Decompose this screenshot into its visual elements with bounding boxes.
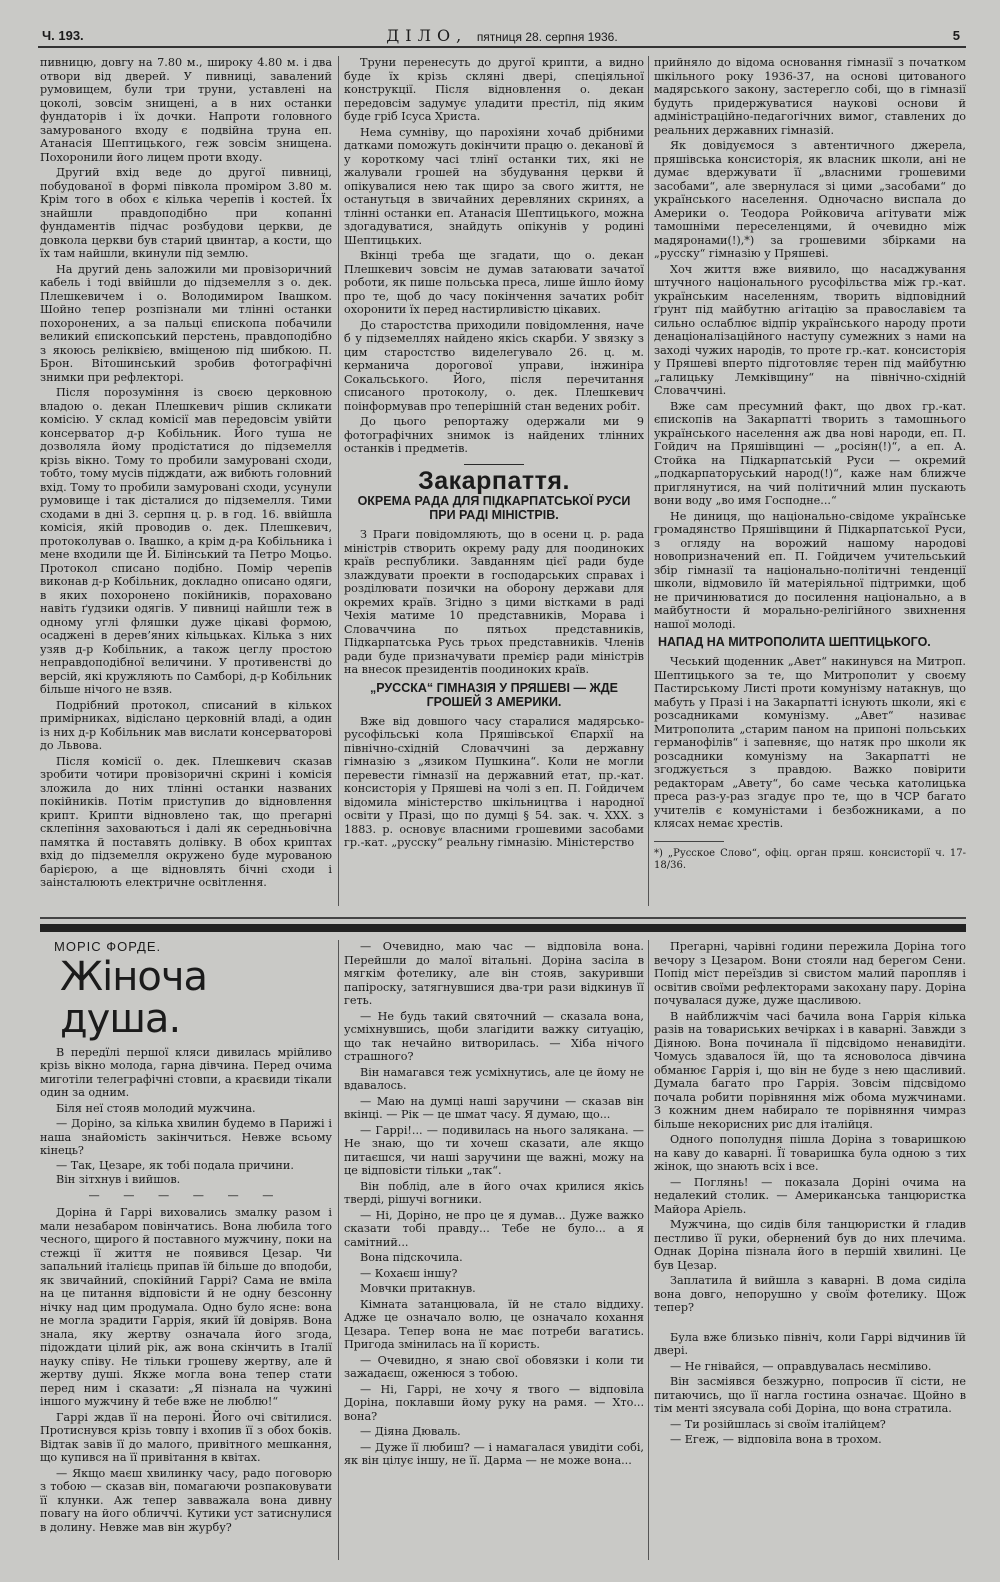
headline-attack-metropolitan: НАПАД НА МИТРОПОЛИТА ШЕПТИЦЬКОГО. (658, 635, 931, 649)
masthead (38, 26, 966, 45)
story-column-1 (40, 940, 332, 1566)
paragraph: прийняло до відома основання гімназії з початком шкільного року 1936-37, на основі цитованого мадярського закону, застерегло собі, що в гімназії будуть придержуватися наукові основи й адміністраційно-педагогічних вимог, ставлених до реальних державних гімназій. (654, 56, 966, 137)
paragraph: Як довідуємося з автентичного джерела, пряшівська консисторія, як власник школи, ані не думає вдержувати її „власними грошевими засобами“, але звернулася зі цими „засобами“ до українського населення. Одночасно виспала до Америки о. Теодора Ройковича агітувати між тамошніми переселенцями, й очевидно між мадяронами(!),*) за грошевими збірками на „русску“ гімназію у Пряшеві. (654, 139, 966, 260)
headline-gymnasium: „РУССКА“ ГІМНАЗІЯ У ПРЯШЕВІ — ЖДЕ ГРОШЕЙ З АМЕРИКИ. (369, 680, 619, 709)
story-column-3 (654, 940, 966, 1566)
paragraph: пивницю, довгу на 7.80 м., широку 4.80 м. і два отвори від дверей. У пивниці, завалений румовищем, були три труни, уставлені на цоколі, зовсім знищені, а в них останки фундаторів і їх дочки. Напроти головного замурованого входу є подвійна труна еп. Атанасія Шептицького, геж зовсім знищена. Похоронили його лицем проти входу. (40, 56, 332, 164)
footnote-rule (654, 841, 724, 842)
paragraph: Він зітхнув і вийшов. (56, 1173, 181, 1186)
paragraph: — Егеж, — відповіла вона в трохом. (670, 1433, 882, 1446)
section-rule-thin (40, 917, 966, 919)
paragraph: — Дуже її любиш? — і намагалася увидіти собі, як він цілує іншу, не її. Дарма — не може вона... (344, 1440, 644, 1467)
paragraph: — Так, Цезаре, як тобі подала причини. (56, 1158, 294, 1172)
paragraph: Гаррі ждав її на пероні. Його очі світилися. Протиснувся крізь товпу і вхопив її з обох боків. Відтак завів її до малого, привітного мешкання, що купився на її привітання в квітах. (40, 1410, 332, 1464)
section-rule-thick (40, 924, 966, 932)
issue-number: Ч. 193. (42, 28, 84, 43)
paragraph: — Очевидно, маю час — відповіла вона. Перейшли до малої вітальні. Доріна засіла в мягкім фотелику, але він стояв, закуривши папіроску, затягнувшися два-три рази відкинув її геть. (344, 940, 644, 1007)
paragraph: Заплатила й вийшла з каварні. В дома сиділа вона довго, непорушно у своїм фотелику. Щож тепер? (654, 1274, 966, 1314)
paragraph: Подрібний протокол, списаний в кількох примірниках, відіслано церковній владі, а один із них д-р Кобільник мав вислати консерваторові до Львова. (40, 698, 332, 752)
article-crypts-column-2 (344, 56, 644, 896)
page-number: 5 (952, 28, 960, 43)
paragraph: Труни перенесуть до другої крипти, а видно буде їх крізь скляні двері, спеціяльної конструкції. Після відновлення о. декан передовсім задумує уладити престіл, під яким буде гріб Ісуса Христа. (344, 56, 644, 123)
paragraph: — Доріно, за кілька хвилин будемо в Парижі і наша знайомість закінчиться. Невже всьому кінець? (40, 1117, 332, 1157)
paragraph: — Ні, Доріно, не про це я думав... Дуже важко сказати тобі правду... Тебе не було... а я самітний... (344, 1208, 644, 1249)
paragraph: — Ні, Гаррі, не хочу я твого — відповіла Доріна, поклавши йому руку на рамя. — Хто... вона? (344, 1382, 644, 1423)
story-author: МОРІС ФОРДЕ. (54, 940, 162, 954)
column-divider (338, 56, 339, 906)
paragraph: Він намагався теж усміхнутись, але це йому не вдавалось. (344, 1065, 644, 1092)
story-title: Жіноча душа. (60, 953, 207, 1042)
story-column-2 (344, 940, 644, 1566)
paragraph: — Ти розійшлась зі своїм італійцем? (670, 1417, 886, 1431)
paragraph: — Кохаєш іншу? (360, 1266, 458, 1280)
paragraph: З Праги повідомляють, що в осени ц. р. рада міністрів створить окрему раду для поодиноких країв республики. Завданням цієї ради буде злаждувати проекти в господарських справах і розділювати позички на оборону держави для окремих країв. Згідно з цими вістками в раді Чехія матиме 10 представників, Морава і Словаччина по пятьох представників, Підкарпатська Русь трьох представників. Членів ради буде призначувати премієр ради міністрів на внесок президентів поодиноких країв. (344, 528, 644, 676)
paragraph: — Поглянь! — показала Доріні очима на недалекий столик. — Американська танцюристка Майора Аріель. (654, 1175, 966, 1216)
paragraph: Біля неї стояв молодий мужчина. (56, 1101, 256, 1115)
article-gymnasium-column-3 (654, 56, 966, 896)
paragraph: В передїлі першої кляси дивилась мрійливо крізь вікно молода, гарна дівчина. Перед очима миготіли телеграфічні стовпи, а краєвиди тікали один за одним. (40, 1045, 332, 1099)
section-separator (464, 464, 524, 465)
paragraph: Після комісії о. дек. Плешкевич сказав зробити чотири провізоричні скрині і комісія зложила до них тлінні останки названих покійників. Потім приступив до відновлення крипт. Крипти відновлено так, що прегарні склепіння заховаються і далі як середньовічна памятка й поставять долівку. В обох криптах вхід до підземелля окружено буде мурованою барієрою, а ще відновлять бічні сходи і заінсталюють електричне освітлення. (40, 754, 332, 889)
page-header (38, 26, 966, 48)
paragraph: Кімната затанцювала, їй не стало віддиху. Адже це означало волю, це означало кохання Цезара. Тепер вона не має потреби вагатись. Пригода змінилась на її користь. (344, 1297, 644, 1351)
paragraph: — Не гнівайся, — оправдувалась несміливо. (670, 1359, 932, 1373)
paragraph: — Якщо маєш хвилинку часу, радо поговорю з тобою — сказав він, помагаючи розпаковувати її клунки. Аж тепер завважала вона дивну повагу на його обличчі. Кутики уст затиснулися в долину. Невже мав він журбу? (40, 1466, 332, 1534)
paragraph: В найближчім часі бачила вона Гаррія кілька разів на товариських вечірках і в каварні. Завжди з Діяною. Вона починала її підсвідомо ненавидіти. Чомусь здавалося їй, що та ясноволоса дівчина обманює Гаррія і, що він не буде з нею щасливий. Думала багато про Гаррія. Зовсім підсвідомо почала робити порівняння між обома мужчинами. З кожним днем набирало те порівняння чимраз більше некорисних рис для італійця. (654, 1009, 966, 1131)
column-divider (338, 940, 339, 1560)
paragraph: — Маю на думці наші заручини — сказав він вкінці. — Рік — це шмат часу. Я думаю, що... (344, 1094, 644, 1121)
paragraph: — Гаррі!... — подивилась на нього заляканa. — Не знаю, що ти хочеш сказати, але якщо питаєшся, чи наші заручини ще важні, можу на це відповісти тільки „так“. (344, 1123, 644, 1177)
paragraph: Другий вхід веде до другої пивниці, побудованої в формі півкола проміром 3.80 м. Крім того в обох є кілька черепів і костей. Їх знайшли правдоподібно при копанні фундаментів підчас розбудови церкви, де довкола церкви був старий цвинтар, а кости, що їх там найшли, вкинули під землю. (40, 166, 332, 260)
paragraph: Доріна й Гаррі виховались змалку разом і мали незабаром повінчатись. Вона любила того чесного, щирого й поставного мужчину, поки на стежці її життя не появився Цезар. Чи запальний італієць припав їй більше до вподоби, як звичайний, спокійний Гаррі? Сама не вміла на це питання відповісти й не одну безсонну нічку над цим продумала. Одно було ясне: вона не могла зрадити Гаррія, який їй довіряв. Вона знала, яку жертву означала його згода, підождати цілий рік, аж вона скінчить в Італії науку співу. Не тільки грошеву жертву, але й жертву душі. Якже могла вона тепер стати перед ним і сказати: „Я пізнала на чужині іншого мужчину й тебе вже не люблю!“ (40, 1206, 332, 1408)
newspaper-name: ДІЛО, (386, 26, 468, 45)
paragraph: Вже сам пресумний факт, що двох гр.-кат. єпископів на Закарпатті творить з тамошнього українського населення аж два нові народи, еп. П. Гойдич на Пряшівщині — „росіян(!)“, а еп. А. Стойка на Підкарпатській Руси — окремий „подкарпаторуський народ(!)“, каже нам ближче приглянутися, на чий політичний млин пускають вони воду „во имя Господне...“ (654, 399, 966, 507)
paragraph: Хоч життя вже виявило, що насаджування штучного національного русофільства між гр.-кат. українським населенням, творить відповідний ґрунт під майбутню агітацію за православієм та сильно ослаблює відпір українського народу проти денаціоналізаційного наступу сумежних з нами на заході чужих народів, то проте гр.-кат. консисторія у Пряшеві вперто підготовляє терен під майбутню „галицьку Лемківщину“ на північно-східній Словаччині. (654, 262, 966, 397)
paragraph: Чеський щоденник „Авет“ накинувся на Митроп. Шептицького за те, що Митрополит у своєму Пастирському Листі проти комунізму натакнув, що мабуть у Празі і на Закарпатті існують школи, які є розсадниками комунізму. „Авет“ називає Митрополита „старим паном на припоні польських германофілів“ і запевняє, що натяк про школи як розсадники комунізму на Закарпатті не згоджується з правдою. Важко повірити редакторам „Авету“, бо саме чеська католицька преса раз-у-раз згадує про те, що в ЧСР багато учителів є комуністами і безбожниками, а по клясах немає хрестів. (654, 655, 966, 830)
headline-council: ОКРЕМА РАДА ДЛЯ ПІДКАРПАТСЬКОЇ РУСИ ПРИ РАДІ МІНІСТРІВ. (357, 494, 631, 522)
paragraph: Після порозуміння із своєю церковною владою о. декан Плешкевич рішив скликати комісію. У склад комісії мав передовсім увійти консерватор д-р Кобільник. Його туша не дозволяла йому продістатися до підземелля крізь вікно. Тому то пробили замуровані сходи, тобто, тому мусів підждати, аж вибють головний вхід. Тому то пробили замуровані сходи, усунули румовище і так дісталися до підземелля. Тими сходами в дні 3. серпня ц. р. в год. 16. ввійшла комісія, якій проводив о. дек. Плешкевич, протоколував о. Івашко, а крім д-ра Кобільника і мене входили ще Й. Білінський та Петро Моцьо. Протокол списано подібно. Помір черепів виконав д-р Кобільник, докладно описано одяги, в яких похоронено покійників, пораховано навіть ґудзики одягів. У пивниці найшли теж в одному углі фляшки дуже цікаві формою, осаджені в дерев’яних кільцьках. Кілька з них узяв д-р Кобільник, а також цеглу простою неправдоподібної величини. У противенстві до версій, які кружляють по Самборі, д-р Кобільник більше нічого не взяв. (40, 386, 332, 696)
paragraph: — Очевидно, я знаю свої обовязки і коли ти зажадаєш, оженюся з тобою. (344, 1353, 644, 1380)
paragraph: Мовчки притакнув. (360, 1282, 476, 1295)
paragraph: — Діяна Дюваль. (360, 1425, 461, 1438)
paragraph: До старостства приходили повідомлення, наче б у підземеллях найдено якісь скарби. У звязку з цим старостство виделегувало 26. ц. м. керманича дорогової управи, інжиніра Сокальського. Його, після перечитання списаного протоколу, о. дек. Плешкевич поінформував про теперішній стан ведених робіт. (344, 318, 644, 413)
paragraph: Не диниця, що національно-свідоме українське громадянство Пряшівщини й Підкарпатської Руси, з огляду на ворожий нашому народові новопризначений еп. П. Гойдичем учительський збір гімназії та національно-політичні тенденції школи, відмовило їй матеріяльної підтримки, щоб не причинюватися до посилення національно, а в майбутности й морально-релігійного звихнення нашої молоді. (654, 509, 966, 631)
spacer (654, 1317, 966, 1331)
paragraph: До цього репортажу одержали ми 9 фотографічних знимок із найдених тлінних останків і предметів. (344, 415, 644, 455)
column-divider (648, 56, 649, 906)
paragraph: Нема сумніву, що парохіяни хочаб дрібними датками поможуть докінчити працю о. декановї й у короткому часі тлінї останки тих, які не жалували грошей на збудування церкви й опікувалися нею так щиро за свого життя, не останутьця в звичайних деревляних скринях, а тлінні останки еп. Атанасія Шептицького, можна здогадуватися, знайдуть опікунів у родині Шептицьких. (344, 125, 644, 247)
paragraph: Була вже близько північ, коли Гаррі відчинив їй двері. (654, 1330, 966, 1357)
scene-break: — — — — — — (88, 1188, 284, 1202)
paragraph: На другий день заложили ми провізоричний кабель і тоді ввійшли до підземелля з о. дек. Плешкевичем і о. Володимиром Івашком. Шойно тепер розпізнали ми тлінні останки похоронених, а за пальці єпископа побачили великий єпископський перстень, правдоподібно з якоюсь реліквією, вміщеною під шибкою. П. Брон. Вітошинський зробив фотографічні знимки при рефлекторі. (40, 262, 332, 384)
article-crypts-column-1 (40, 56, 332, 896)
paragraph: Він поблід, але в його очах крилися якісь тверді, рішучі вогники. (344, 1179, 644, 1206)
section-title-zakarpattia: Закарпаття. (418, 466, 570, 495)
paragraph: Мужчина, що сидів біля танцюристки й гладив пестливо її руки, обернений був до них плечима. Однак Доріна пізнала його в першій хвилині. Це був Цезар. (654, 1218, 966, 1272)
paragraph: Він засміявся безжурно, попросив її сісти, не питаючись, що її нагла гостина означає. Щойно в тім менті зясувала собі Доріна, що вона стратила. (654, 1375, 966, 1415)
issue-date: пятниця 28. серпня 1936. (476, 30, 618, 44)
paragraph: Вона підскочила. (360, 1251, 463, 1264)
paragraph: Вже від довшого часу старалися мадярсько-русофільські кола Пряшівської Єпархії на північно-східній Словаччині за державну гімназію з „язиком Пушкина“. Коли не могли перевести гімназії на державний етат, пр.-кат. консисторія у Пряшеві на чолі з еп. П. Гойдичем відомила міністерство шкільництва і народної освіти у Празі, що по думці § 54. зак. ч. XXX. з 1883. р. основує власними грошевими засобами гр.-кат. „русску“ реальну гімназію. Міністерство (344, 714, 644, 849)
paragraph: Одного пополудня пішла Доріна з товаришкою на каву до каварні. Її товаришка була одною з тих жінок, що знають всіх і все. (654, 1133, 966, 1173)
column-divider (648, 940, 649, 1560)
paragraph: — Не будь такий святочний — сказала вона, усміхнувшись, щоби злагідити важку ситуацію, що так нечайно витворилась. — Хіба нічого страшного? (344, 1009, 644, 1063)
paragraph: Вкінці треба ще згадати, що о. декан Плешкевич зовсім не думав затаювати зачатої роботи, як пише польська преса, лише йшло йому про те, щоб до часу покінчення зачатих робіт охоронити їх перед настирливістю цікавих. (344, 249, 644, 316)
paragraph: Прегарні, чарівні години пережила Доріна того вечору з Цезаром. Вони стояли над берегом Сени. Попід міст переїздив зі свистом малий паропляв і освітив своїми рефлекторами закохану пару. Доріна почувалася дуже, дуже щасливою. (654, 940, 966, 1007)
footnote: *) „Русское Слово“, офіц. орган пряш. консисторії ч. 17-18/36. (654, 847, 966, 871)
